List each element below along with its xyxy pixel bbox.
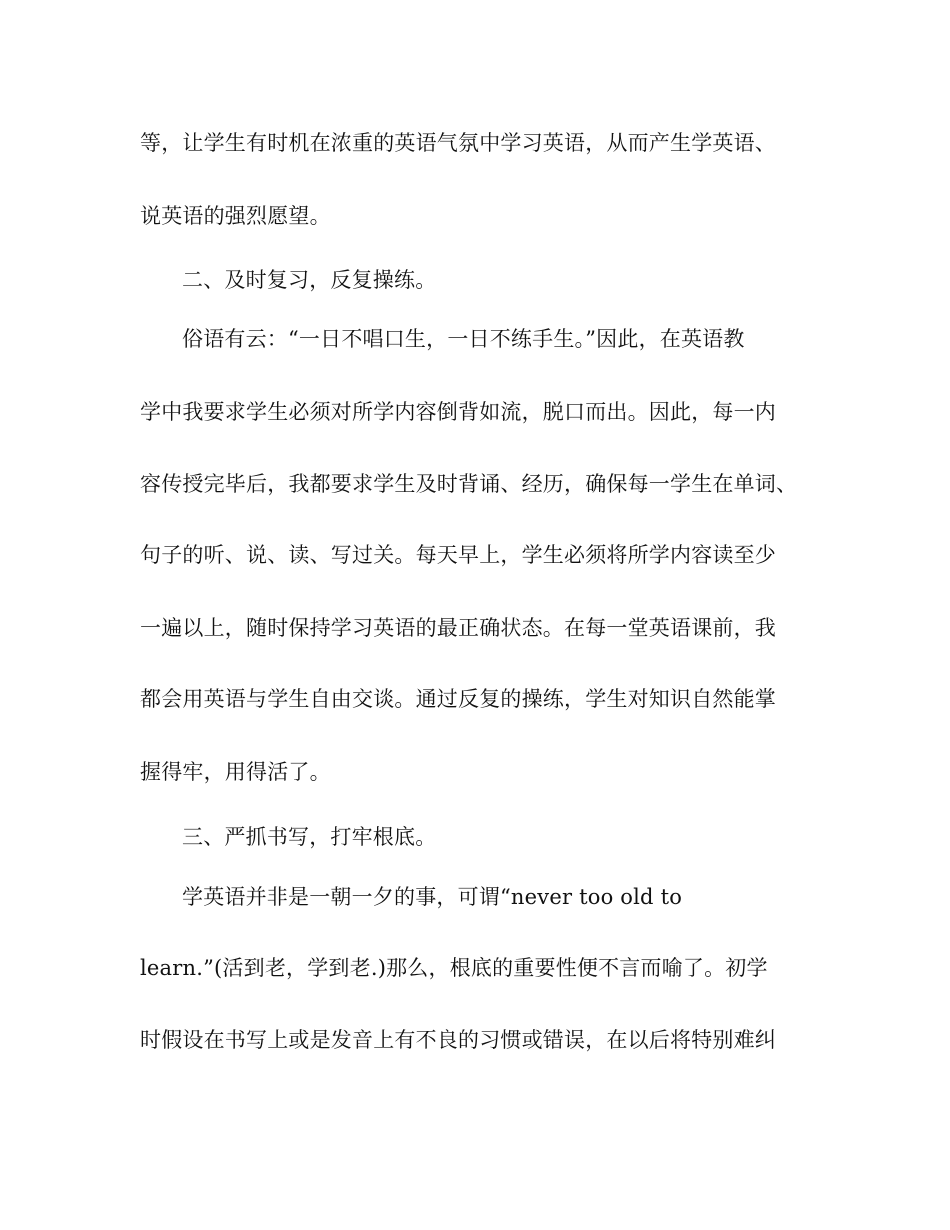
- text-line: 俗语有云：“一日不唱口生，一日不练手生。”因此，在英语教: [182, 327, 745, 351]
- text-line: 一遍以上，随时保持学习英语的最正确状态。在每一堂英语课前，我: [140, 616, 776, 640]
- text-line: 握得牢，用得活了。: [140, 760, 331, 784]
- text-line: 学中我要求学生必须对所学内容倒背如流，脱口而出。因此，每一内: [140, 400, 776, 424]
- section-heading: 三、严抓书写，打牢根底。: [182, 825, 437, 849]
- text-line: 说英语的强烈愿望。: [140, 204, 331, 228]
- text-line: 都会用英语与学生自由交谈。通过反复的操练，学生对知识自然能掌: [140, 687, 776, 711]
- text-line: 学英语并非是一朝一夕的事，可谓“never too old to: [182, 885, 683, 909]
- section-heading: 二、及时复习，反复操练。: [182, 268, 437, 292]
- text-line: 时假设在书写上或是发音上有不良的习惯或错误，在以后将特别难纠: [140, 1028, 776, 1052]
- text-line: 容传授完毕后，我都要求学生及时背诵、经历，确保每一学生在单词、: [140, 472, 798, 496]
- text-line: learn.”(活到老，学到老.)那么，根底的重要性便不言而喻了。初学: [140, 956, 768, 980]
- text-line: 等，让学生有时机在浓重的英语气氛中学习英语，从而产生学英语、: [140, 131, 776, 155]
- text-line: 句子的听、说、读、写过关。每天早上，学生必须将所学内容读至少: [140, 543, 776, 567]
